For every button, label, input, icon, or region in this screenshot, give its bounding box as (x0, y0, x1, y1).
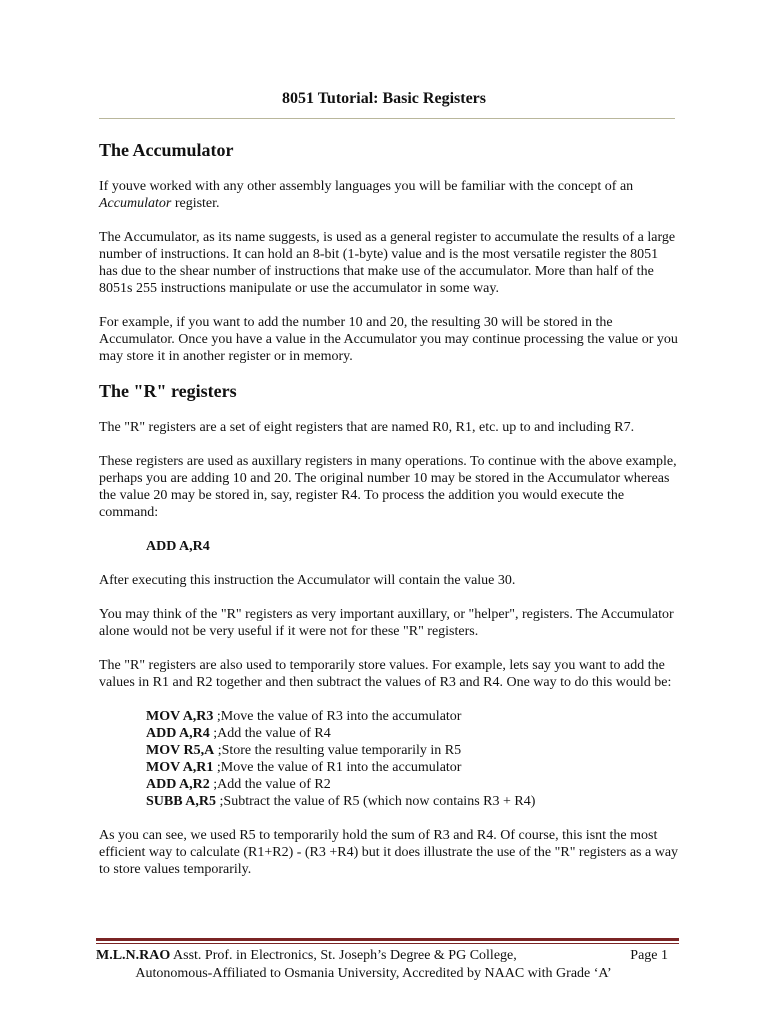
code-line (146, 708, 679, 725)
code-comment: ;Move the value of R3 into the accumulator (213, 709, 462, 724)
paragraph-accumulator-intro (99, 178, 679, 212)
code-comment: ;Move the value of R1 into the accumulator (213, 760, 462, 775)
page-footer (96, 947, 679, 983)
footer-divider-thick (96, 938, 679, 941)
footer-author: M.L.N.RAO (96, 948, 171, 963)
code-line (146, 742, 679, 759)
code-line (146, 759, 679, 776)
code-comment: ;Store the resulting value temporarily in R5 (214, 743, 462, 758)
paragraph-r-helper: You may think of the "R" registers as very important auxillary, or "helper", registers. The Accumulator alone would not be very useful if it were not for these "R" registers. (99, 607, 674, 639)
command-add-a-r4: ADD A,R4 (146, 539, 210, 554)
paragraph-r-result: After executing this instruction the Accumulator will contain the value 30. (99, 573, 516, 588)
paragraph-accumulator-example: For example, if you want to add the number 10 and 20, the resulting 30 will be stored in the Accumulator. Once you have a value in the Accumulator you may continue processing the value or you may store it in another register or in memory. (99, 315, 678, 364)
paragraph-r-intro: The "R" registers are a set of eight registers that are named R0, R1, etc. up to and including R7. (99, 420, 635, 435)
title-divider (99, 118, 675, 119)
footer-line-author (96, 947, 679, 965)
code-line (146, 793, 679, 810)
code-instruction: ADD A,R2 (146, 777, 210, 792)
footer-affiliation: Asst. Prof. in Electronics, St. Joseph’s Degree & PG College, (170, 948, 517, 963)
code-line (146, 776, 679, 793)
footer-divider-thin (96, 943, 679, 944)
code-line (146, 725, 679, 742)
paragraph-r-auxillary: These registers are used as auxillary registers in many operations. To continue with the above example, perhaps you are adding 10 and 20. The original number 10 may be stored in the Accumulator whereas the value 20 may be stored in, say, register R4. To process the addition you would execute the command: (99, 454, 677, 520)
code-instruction: SUBB A,R5 (146, 794, 217, 809)
page-title: 8051 Tutorial: Basic Registers (282, 90, 486, 107)
paragraph-text: register. (171, 196, 220, 211)
code-listing (99, 708, 679, 810)
paragraph-r-temporary: The "R" registers are also used to temporarily store values. For example, lets say you want to add the values in R1 and R2 together and then subtract the values of R3 and R4. One way to do this would be: (99, 658, 672, 690)
document-body (99, 138, 679, 895)
code-instruction: ADD A,R4 (146, 726, 210, 741)
page-number: Page 1 (630, 948, 668, 963)
section-heading-r-registers: The "R" registers (99, 381, 237, 401)
code-instruction: MOV R5,A (146, 743, 215, 758)
paragraph-text: If youve worked with any other assembly languages you will be familiar with the concept of an (99, 179, 634, 194)
code-instruction: MOV A,R3 (146, 709, 214, 724)
paragraph-r-summary: As you can see, we used R5 to temporarily hold the sum of R3 and R4. Of course, this isnt the most efficient way to calculate (R1+R2) - (R3 +R4) but it does illustrate the use of the "R" registers as a way to store values temporarily. (99, 828, 679, 877)
code-comment: ;Subtract the value of R5 (which now contains R3 + R4) (216, 794, 536, 809)
code-comment: ;Add the value of R4 (209, 726, 331, 741)
code-comment: ;Add the value of R2 (209, 777, 331, 792)
emphasis-accumulator: Accumulator (99, 196, 172, 211)
code-instruction: MOV A,R1 (146, 760, 214, 775)
section-heading-accumulator: The Accumulator (99, 140, 234, 160)
footer-accreditation: Autonomous-Affiliated to Osmania University, Accredited by NAAC with Grade ‘A’ (135, 966, 612, 981)
paragraph-accumulator-description: The Accumulator, as its name suggests, is used as a general register to accumulate the results of a large number of instructions. It can hold an 8-bit (1-byte) value and is the most versatile register the 8051 has due to the shear number of instructions that make use of the accumulator. More than half of the 8051s 255 instructions manipulate or use the accumulator in some way. (99, 230, 676, 296)
